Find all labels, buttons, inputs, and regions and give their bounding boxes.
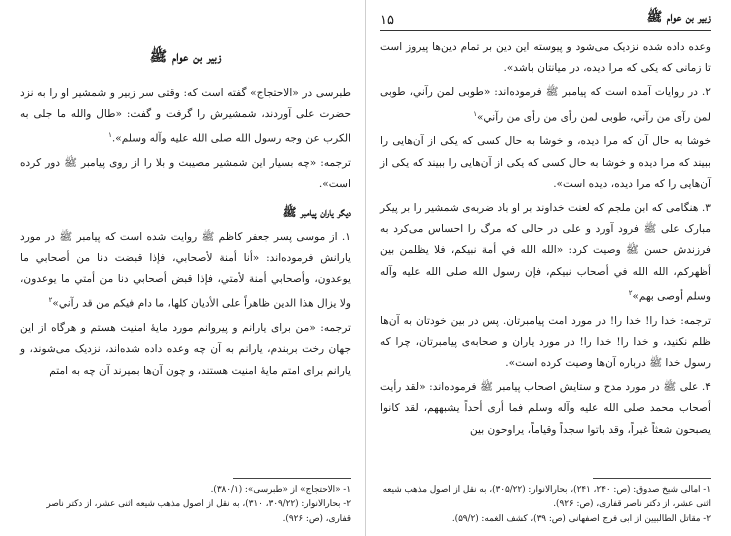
paragraph: ترجمه: «من برای یارانم و پیروانم مورد مایه‌ٔ امنیت هستم و هرگاه از این جهان رخت بربندم، یارانم به آن چه وعده داده شده‌اند، نزدیک می‌شوند، و یارانم برای امتم مایه‌ٔ امنیت هستند، و چون آن‌ها بمیرند آن چه به امتم bbox=[20, 322, 351, 377]
footnote-ref: ۱ bbox=[108, 131, 112, 140]
footnote-ref: ۱ bbox=[473, 109, 477, 118]
paragraph-text: ۱. از موسی پسر جعفر کاظم ﷺ روایت شده است که پیامبر ﷺ در مورد یارانش فرموده‌اند: «أنا أمنة لأصحابي، فإذا قبضت دنا من أصحابي ما یوعدون، وأصحابي أمنة لأمتي، فإذا قبض أصحابي دنا من أمتي ما یوعدون، ولا یزال هذا الدین ظاهراً علی الأدیان کلها، ما دام فیکم من قد رآني» bbox=[20, 230, 351, 310]
paragraph: ترجمه: خدا را! خدا را! در مورد امت پیامبرتان. پس در بین خودتان به آن‌ها ظلم نکنید، و خدا را! خدا را! در مورد یاران و صحابه‌ی پیامبرتان، چرا که رسول خدا ﷺ درباره آن‌ها وصیت کرده است». bbox=[380, 314, 711, 369]
page-header bbox=[380, 10, 711, 31]
footnote-ref: ۲ bbox=[628, 288, 633, 297]
chapter-title: زبیر بن عوام ﷺ bbox=[149, 48, 222, 65]
footnote: ۲- بحارالانوار: (۳۰۹/۲۲، ۳۱۰)، به نقل از اصول مذهب شیعه اثنی عشر، از دکتر ناصر قفاری، (ص: ۹۲۶). bbox=[46, 499, 351, 524]
paragraph: خوشا به حال آن که مرا دیده، و خوشا به حال کسی که یکی از آن‌هایی را ببیند که مرا دیده و خوشا به حال کسی که یکی از آن‌هایی را ببیند که یکی از آن‌هایی را که مرا دیده، دیده است». bbox=[380, 135, 711, 190]
page-gutter bbox=[365, 0, 366, 536]
paragraph: وعده داده شده نزدیک می‌شود و پیوسته این دین بر تمام دین‌ها پیروز است تا زمانی که یکی که مرا دیده، در میانتان باشد». bbox=[380, 41, 711, 75]
footnote: ۲- مقاتل الطالبیین از ابی فرج اصفهانی (ص: ۳۹)، کشف الغمه: (۵۹/۲). bbox=[451, 513, 711, 524]
footnote-divider bbox=[593, 478, 711, 479]
paragraph-text: طبرسی در «الاحتجاج» گفته است که: وقتی سر زبیر و شمشیر او را به نزد حضرت علی آوردند، شمشیرش را گرفت و گفت: «طال والله ما جلی به الکرب عن وجه رسول الله صلی الله علیه وآله وسلم». bbox=[20, 87, 351, 145]
footnote: ۱- امالی شیخ صدوق: (ص: ۲۴۰، ۲۴۱)، بحارالانوار: (۳۰۵/۲۲)، به نقل از اصول مذهب شیعه اثنی عشر، از دکتر ناصر قفاری، (ص: ۹۲۶). bbox=[382, 484, 711, 510]
paragraph bbox=[380, 198, 711, 308]
paragraph bbox=[20, 83, 351, 150]
paragraph bbox=[380, 82, 711, 128]
left-page-body bbox=[20, 83, 351, 382]
footnote-ref: ۲ bbox=[48, 296, 53, 305]
paragraph: ۴. علی ﷺ در مورد مدح و ستایش اصحاب پیامبر ﷺ فرموده‌اند: «لقد رأیت أصحاب محمد صلی الله علیه وآله وسلم فما أری أحداً یشبههم، لقد کانوا یصبحون شعثاً غبراً، وقد باتوا سجداً وقیاماً، یراوحون بین bbox=[380, 381, 711, 436]
paragraph-text: ۲. در روایات آمده است که پیامبر ﷺ فرموده‌اند: «طوبی لمن رآني، طوبی لمن رآی من رآني، طوبی لمن رأی من رأی من رآني» bbox=[380, 86, 711, 124]
running-title: زبیر بن عوام ﷺ bbox=[646, 10, 711, 25]
footnotes bbox=[20, 478, 351, 526]
footnote-divider bbox=[233, 478, 351, 479]
right-page-body bbox=[380, 37, 711, 441]
paragraph-text: ۳. هنگامی که ابن ملجم که لعنت خداوند بر او باد ضربه‌ی شمشیر را بر پیکر مبارک علی ﷺ فرود آورد و علی در حالی که مرگ را احساس می‌کرد به فرزندش حسن ﷺ وصیت کرد: «الله الله في أمة نبیکم، فلا یظلمن بین أظهرکم، الله الله في أصحاب نبیکم، فإن رسول الله صلى الله علیه وآله وسلم أوصی بهم» bbox=[380, 201, 711, 303]
paragraph: ترجمه: «چه بسیار این شمشیر مصیبت و بلا را از روی پیامبر ﷺ دور کرده است». bbox=[20, 157, 351, 191]
left-page bbox=[0, 0, 365, 536]
paragraph bbox=[20, 227, 351, 315]
footnotes bbox=[380, 478, 711, 526]
right-page bbox=[366, 0, 731, 536]
footnote: ۱- «الاحتجاج» از «طبرسی»: (۳۸۰/۱). bbox=[210, 484, 351, 495]
page-number: ۱۵ bbox=[380, 13, 394, 28]
section-heading: دیگر یاران پیامبر ﷺ bbox=[282, 204, 351, 219]
